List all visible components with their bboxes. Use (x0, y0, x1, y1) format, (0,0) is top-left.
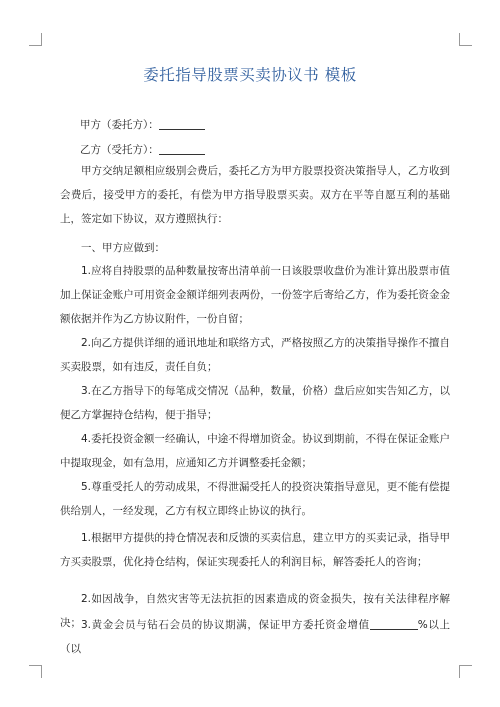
clause-b2: 2.如因战争，自然灾害等无法抗拒的因素造成的资金损失，按有关法律程序解决； (60, 593, 450, 629)
document-title: 委托指导股票买卖协议书 模板 (143, 66, 357, 84)
party-a-label: 甲方（委托方）： (80, 119, 159, 131)
clause-b3-after: %以上（以 (60, 619, 450, 655)
clause-a4: 4.委托投资金额一经确认，中途不得增加资金。协议到期前，不得在保证金账户中提取现金，如有急用，应通知乙方并调整委托金额； (60, 433, 450, 469)
clause-a1: 1.应将自持股票的品种数量按寄出清单前一日该股票收盘价为准计算出股票市值加上保证金账户可用资金金额详细列表两份，一份签字后寄给乙方，作为委托资金金额依据并作为乙方协议附件，一份自留； (60, 265, 450, 325)
clause-a2: 2.向乙方提供详细的通讯地址和联络方式，严格按照乙方的决策指导操作不擅自买卖股票，如有违反，责任自负； (60, 337, 450, 373)
crop-mark-bottom-left (29, 665, 42, 678)
intro-paragraph: 甲方交纳足额相应级别会费后，委托乙方为甲方股票投资决策指导人，乙方收到会费后，接受甲方的委托，有偿为甲方指导股票买卖。双方在平等自愿互利的基础上，签定如下协议，双方遵照执行： (60, 165, 450, 225)
clause-b3-blank (370, 619, 418, 630)
section-1-heading: 一、甲方应做到： (81, 242, 165, 254)
party-a-line (80, 117, 205, 132)
clause-b3-before: 3.黄金会员与钻石会员的协议期满，保证甲方委托资金增值 (81, 619, 370, 631)
party-b-blank (159, 144, 205, 155)
clause-a3: 3.在乙方指导下的每笔成交情况（品种，数量，价格）盘后应如实告知乙方，以便乙方掌握持仓结构，便于指导； (60, 385, 450, 421)
clause-b3 (60, 613, 450, 661)
clause-b1: 1.根据甲方提供的持仓情况表和反馈的买卖信息，建立甲方的买卖记录，指导甲方买卖股票，优化持仓结构，保证实现委托人的利润目标，解答委托人的咨询； (60, 532, 450, 568)
clause-a5: 5.尊重受托人的劳动成果，不得泄漏受托人的投资决策指导意见，更不能有偿提供给别人，一经发现，乙方有权立即终止协议的执行。 (60, 481, 450, 517)
crop-mark-top-left (29, 33, 42, 46)
crop-mark-bottom-right (459, 665, 472, 678)
crop-mark-top-right (459, 33, 472, 46)
party-b-label: 乙方（受托方）： (80, 144, 159, 156)
party-a-blank (159, 119, 205, 130)
party-b-line (80, 142, 205, 157)
